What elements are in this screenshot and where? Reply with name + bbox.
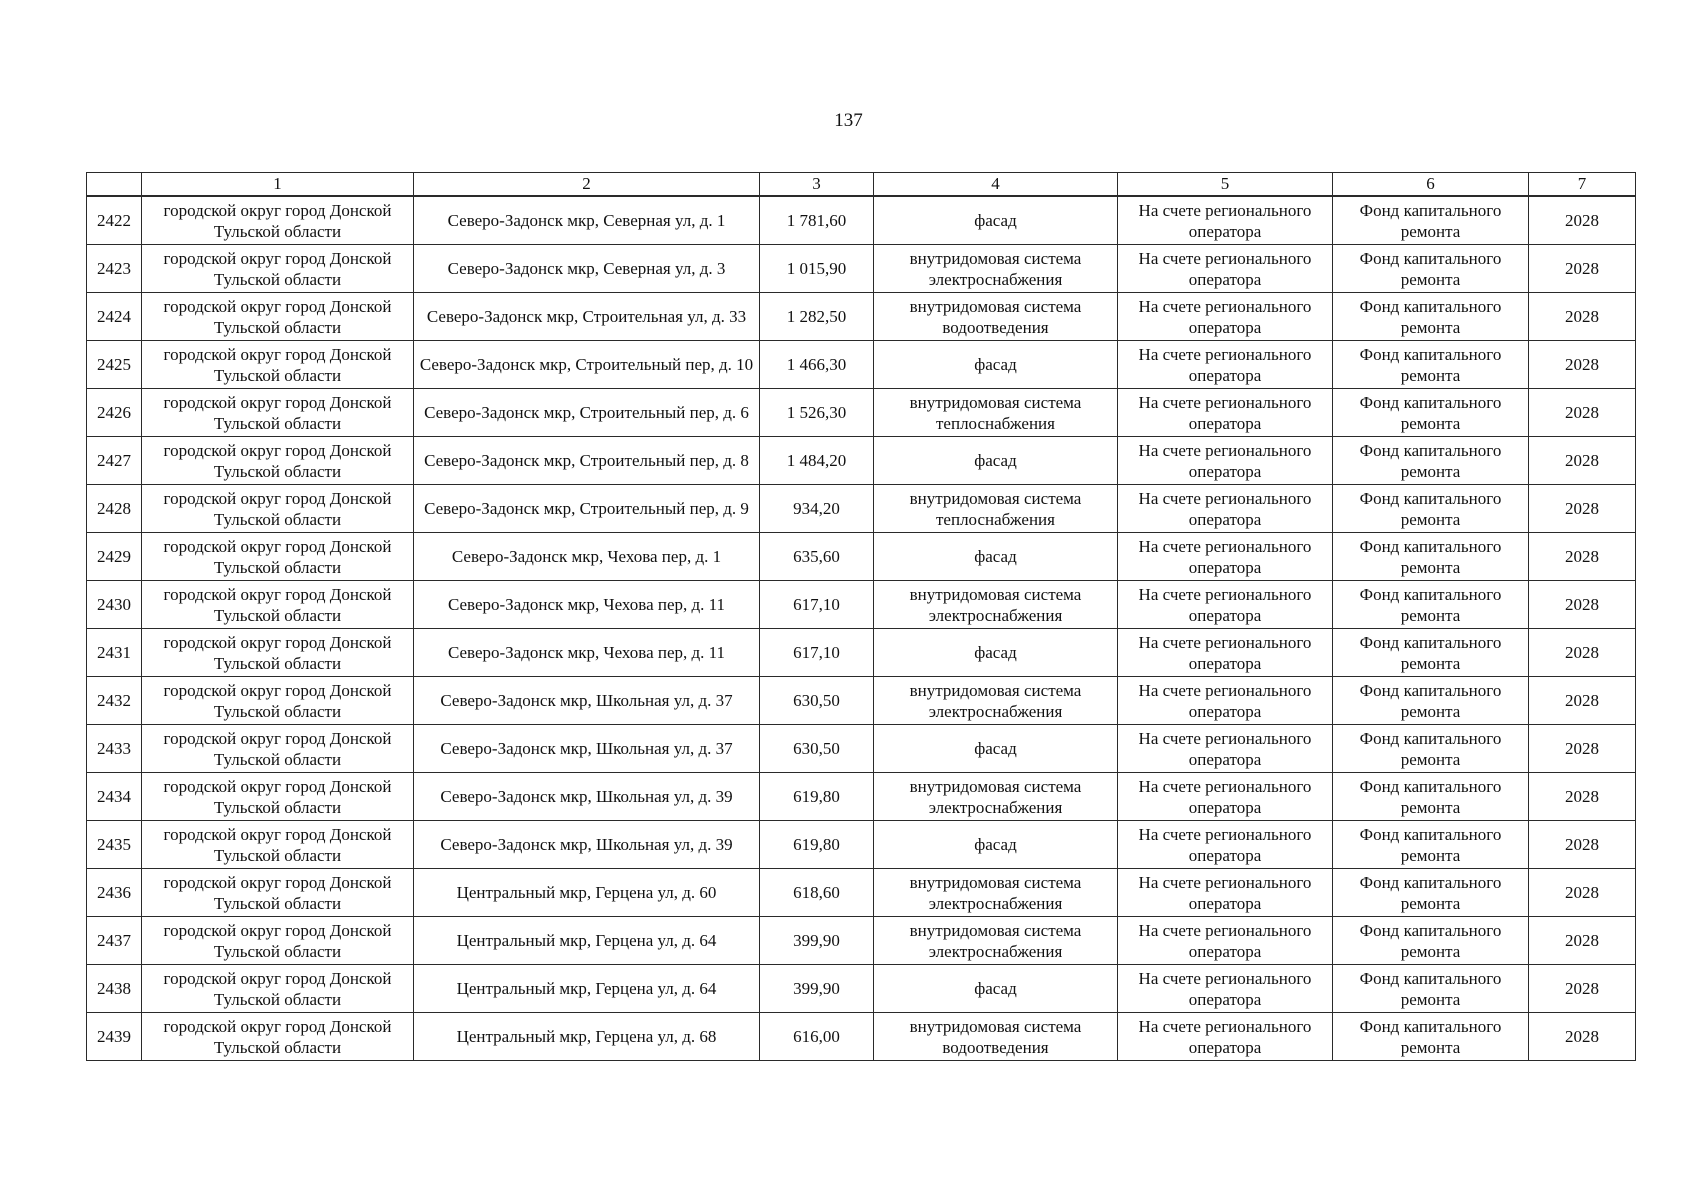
table-row: [87, 869, 1636, 917]
table-row: [87, 341, 1636, 389]
cell-area: 1 282,50: [760, 293, 874, 341]
cell-municipality: городской округ город Донской Тульской области: [142, 196, 414, 245]
cell-fund-account: На счете регионального оператора: [1118, 485, 1333, 533]
cell-repair-element: фасад: [874, 533, 1118, 581]
cell-address: Центральный мкр, Герцена ул, д. 64: [414, 965, 760, 1013]
cell-address: Центральный мкр, Герцена ул, д. 64: [414, 917, 760, 965]
cell-fund-account: На счете регионального оператора: [1118, 196, 1333, 245]
header-cell-6: 6: [1333, 173, 1529, 197]
cell-repair-element: фасад: [874, 341, 1118, 389]
cell-fund-account: На счете регионального оператора: [1118, 341, 1333, 389]
cell-row-number: 2429: [87, 533, 142, 581]
cell-repair-element: фасад: [874, 725, 1118, 773]
cell-address: Северо-Задонск мкр, Школьная ул, д. 37: [414, 725, 760, 773]
cell-municipality: городской округ город Донской Тульской области: [142, 869, 414, 917]
cell-year: 2028: [1529, 773, 1636, 821]
cell-address: Северо-Задонск мкр, Чехова пер, д. 1: [414, 533, 760, 581]
cell-year: 2028: [1529, 821, 1636, 869]
cell-repair-element: внутридомовая система электроснабжения: [874, 677, 1118, 725]
cell-municipality: городской округ город Донской Тульской области: [142, 437, 414, 485]
cell-fund-account: На счете регионального оператора: [1118, 437, 1333, 485]
cell-area: 399,90: [760, 917, 874, 965]
cell-repair-element: внутридомовая система теплоснабжения: [874, 485, 1118, 533]
cell-area: 934,20: [760, 485, 874, 533]
cell-repair-element: внутридомовая система водоотведения: [874, 293, 1118, 341]
cell-municipality: городской округ город Донской Тульской области: [142, 965, 414, 1013]
cell-funding-source: Фонд капитального ремонта: [1333, 245, 1529, 293]
cell-row-number: 2439: [87, 1013, 142, 1061]
table-row: [87, 725, 1636, 773]
cell-repair-element: внутридомовая система электроснабжения: [874, 869, 1118, 917]
cell-fund-account: На счете регионального оператора: [1118, 629, 1333, 677]
cell-funding-source: Фонд капитального ремонта: [1333, 293, 1529, 341]
header-cell-7: 7: [1529, 173, 1636, 197]
cell-funding-source: Фонд капитального ремонта: [1333, 196, 1529, 245]
cell-funding-source: Фонд капитального ремонта: [1333, 917, 1529, 965]
cell-funding-source: Фонд капитального ремонта: [1333, 341, 1529, 389]
cell-municipality: городской округ город Донской Тульской области: [142, 389, 414, 437]
table-row: [87, 965, 1636, 1013]
cell-year: 2028: [1529, 389, 1636, 437]
cell-area: 630,50: [760, 725, 874, 773]
header-row: [87, 173, 1636, 197]
cell-year: 2028: [1529, 341, 1636, 389]
cell-repair-element: внутридомовая система электроснабжения: [874, 917, 1118, 965]
header-cell-3: 3: [760, 173, 874, 197]
table-row: [87, 196, 1636, 245]
cell-area: 617,10: [760, 581, 874, 629]
header-cell-2: 2: [414, 173, 760, 197]
cell-address: Центральный мкр, Герцена ул, д. 60: [414, 869, 760, 917]
cell-fund-account: На счете регионального оператора: [1118, 773, 1333, 821]
cell-year: 2028: [1529, 1013, 1636, 1061]
cell-year: 2028: [1529, 677, 1636, 725]
cell-row-number: 2422: [87, 196, 142, 245]
cell-municipality: городской округ город Донской Тульской области: [142, 533, 414, 581]
cell-fund-account: На счете регионального оператора: [1118, 581, 1333, 629]
capital-repair-table: [86, 172, 1636, 1061]
table-row: [87, 485, 1636, 533]
table-row: [87, 581, 1636, 629]
cell-repair-element: внутридомовая система электроснабжения: [874, 245, 1118, 293]
cell-area: 635,60: [760, 533, 874, 581]
cell-year: 2028: [1529, 196, 1636, 245]
cell-address: Северо-Задонск мкр, Школьная ул, д. 37: [414, 677, 760, 725]
cell-funding-source: Фонд капитального ремонта: [1333, 1013, 1529, 1061]
cell-funding-source: Фонд капитального ремонта: [1333, 677, 1529, 725]
cell-funding-source: Фонд капитального ремонта: [1333, 725, 1529, 773]
table-row: [87, 389, 1636, 437]
table-row: [87, 917, 1636, 965]
cell-funding-source: Фонд капитального ремонта: [1333, 629, 1529, 677]
cell-municipality: городской округ город Донской Тульской области: [142, 485, 414, 533]
cell-row-number: 2435: [87, 821, 142, 869]
cell-address: Северо-Задонск мкр, Чехова пер, д. 11: [414, 581, 760, 629]
cell-area: 399,90: [760, 965, 874, 1013]
cell-row-number: 2428: [87, 485, 142, 533]
cell-area: 619,80: [760, 773, 874, 821]
cell-area: 616,00: [760, 1013, 874, 1061]
cell-year: 2028: [1529, 581, 1636, 629]
cell-repair-element: фасад: [874, 196, 1118, 245]
cell-address: Северо-Задонск мкр, Строительный пер, д. 8: [414, 437, 760, 485]
cell-year: 2028: [1529, 725, 1636, 773]
cell-fund-account: На счете регионального оператора: [1118, 1013, 1333, 1061]
cell-fund-account: На счете регионального оператора: [1118, 245, 1333, 293]
cell-area: 617,10: [760, 629, 874, 677]
cell-municipality: городской округ город Донской Тульской области: [142, 917, 414, 965]
cell-row-number: 2425: [87, 341, 142, 389]
header-cell-1: 1: [142, 173, 414, 197]
cell-funding-source: Фонд капитального ремонта: [1333, 533, 1529, 581]
cell-row-number: 2424: [87, 293, 142, 341]
header-cell-5: 5: [1118, 173, 1333, 197]
cell-municipality: городской округ город Донской Тульской области: [142, 725, 414, 773]
cell-row-number: 2430: [87, 581, 142, 629]
cell-year: 2028: [1529, 917, 1636, 965]
cell-year: 2028: [1529, 437, 1636, 485]
cell-address: Северо-Задонск мкр, Северная ул, д. 3: [414, 245, 760, 293]
cell-funding-source: Фонд капитального ремонта: [1333, 437, 1529, 485]
table-row: [87, 821, 1636, 869]
cell-repair-element: фасад: [874, 437, 1118, 485]
cell-year: 2028: [1529, 245, 1636, 293]
cell-address: Северо-Задонск мкр, Северная ул, д. 1: [414, 196, 760, 245]
cell-year: 2028: [1529, 485, 1636, 533]
cell-area: 1 466,30: [760, 341, 874, 389]
table-body: [87, 196, 1636, 1061]
cell-funding-source: Фонд капитального ремонта: [1333, 389, 1529, 437]
cell-repair-element: фасад: [874, 821, 1118, 869]
cell-fund-account: На счете регионального оператора: [1118, 677, 1333, 725]
cell-address: Северо-Задонск мкр, Школьная ул, д. 39: [414, 821, 760, 869]
cell-repair-element: внутридомовая система теплоснабжения: [874, 389, 1118, 437]
table-row: [87, 293, 1636, 341]
cell-row-number: 2436: [87, 869, 142, 917]
cell-fund-account: На счете регионального оператора: [1118, 389, 1333, 437]
cell-fund-account: На счете регионального оператора: [1118, 965, 1333, 1013]
cell-row-number: 2427: [87, 437, 142, 485]
cell-address: Северо-Задонск мкр, Строительный пер, д. 6: [414, 389, 760, 437]
cell-address: Северо-Задонск мкр, Строительный пер, д. 10: [414, 341, 760, 389]
table-row: [87, 245, 1636, 293]
cell-fund-account: На счете регионального оператора: [1118, 725, 1333, 773]
cell-municipality: городской округ город Донской Тульской области: [142, 581, 414, 629]
header-cell-row-number: [87, 173, 142, 197]
cell-municipality: городской округ город Донской Тульской области: [142, 821, 414, 869]
cell-municipality: городской округ город Донской Тульской области: [142, 629, 414, 677]
cell-fund-account: На счете регионального оператора: [1118, 917, 1333, 965]
cell-row-number: 2432: [87, 677, 142, 725]
cell-year: 2028: [1529, 869, 1636, 917]
cell-row-number: 2434: [87, 773, 142, 821]
cell-row-number: 2426: [87, 389, 142, 437]
cell-municipality: городской округ город Донской Тульской области: [142, 293, 414, 341]
cell-row-number: 2431: [87, 629, 142, 677]
table-row: [87, 533, 1636, 581]
cell-funding-source: Фонд капитального ремонта: [1333, 965, 1529, 1013]
table-row: [87, 1013, 1636, 1061]
cell-row-number: 2438: [87, 965, 142, 1013]
cell-area: 1 484,20: [760, 437, 874, 485]
cell-repair-element: фасад: [874, 965, 1118, 1013]
cell-area: 630,50: [760, 677, 874, 725]
cell-area: 1 015,90: [760, 245, 874, 293]
page-number: 137: [834, 110, 863, 131]
cell-funding-source: Фонд капитального ремонта: [1333, 581, 1529, 629]
cell-municipality: городской округ город Донской Тульской области: [142, 341, 414, 389]
table-row: [87, 629, 1636, 677]
cell-year: 2028: [1529, 293, 1636, 341]
cell-fund-account: На счете регионального оператора: [1118, 821, 1333, 869]
table-row: [87, 677, 1636, 725]
cell-area: 1 526,30: [760, 389, 874, 437]
cell-repair-element: внутридомовая система водоотведения: [874, 1013, 1118, 1061]
cell-area: 619,80: [760, 821, 874, 869]
cell-municipality: городской округ город Донской Тульской области: [142, 1013, 414, 1061]
cell-fund-account: На счете регионального оператора: [1118, 533, 1333, 581]
cell-funding-source: Фонд капитального ремонта: [1333, 821, 1529, 869]
table-header: [87, 173, 1636, 197]
cell-year: 2028: [1529, 965, 1636, 1013]
table-row: [87, 437, 1636, 485]
cell-year: 2028: [1529, 629, 1636, 677]
cell-funding-source: Фонд капитального ремонта: [1333, 485, 1529, 533]
cell-area: 618,60: [760, 869, 874, 917]
header-cell-4: 4: [874, 173, 1118, 197]
cell-year: 2028: [1529, 533, 1636, 581]
cell-repair-element: внутридомовая система электроснабжения: [874, 773, 1118, 821]
cell-funding-source: Фонд капитального ремонта: [1333, 869, 1529, 917]
cell-row-number: 2437: [87, 917, 142, 965]
cell-fund-account: На счете регионального оператора: [1118, 293, 1333, 341]
cell-municipality: городской округ город Донской Тульской области: [142, 677, 414, 725]
cell-repair-element: фасад: [874, 629, 1118, 677]
cell-row-number: 2423: [87, 245, 142, 293]
cell-funding-source: Фонд капитального ремонта: [1333, 773, 1529, 821]
cell-address: Северо-Задонск мкр, Строительная ул, д. 33: [414, 293, 760, 341]
cell-address: Северо-Задонск мкр, Школьная ул, д. 39: [414, 773, 760, 821]
cell-repair-element: внутридомовая система электроснабжения: [874, 581, 1118, 629]
cell-municipality: городской округ город Донской Тульской области: [142, 245, 414, 293]
cell-row-number: 2433: [87, 725, 142, 773]
cell-municipality: городской округ город Донской Тульской области: [142, 773, 414, 821]
cell-address: Северо-Задонск мкр, Чехова пер, д. 11: [414, 629, 760, 677]
cell-address: Центральный мкр, Герцена ул, д. 68: [414, 1013, 760, 1061]
cell-fund-account: На счете регионального оператора: [1118, 869, 1333, 917]
table-row: [87, 773, 1636, 821]
cell-address: Северо-Задонск мкр, Строительный пер, д. 9: [414, 485, 760, 533]
cell-area: 1 781,60: [760, 196, 874, 245]
